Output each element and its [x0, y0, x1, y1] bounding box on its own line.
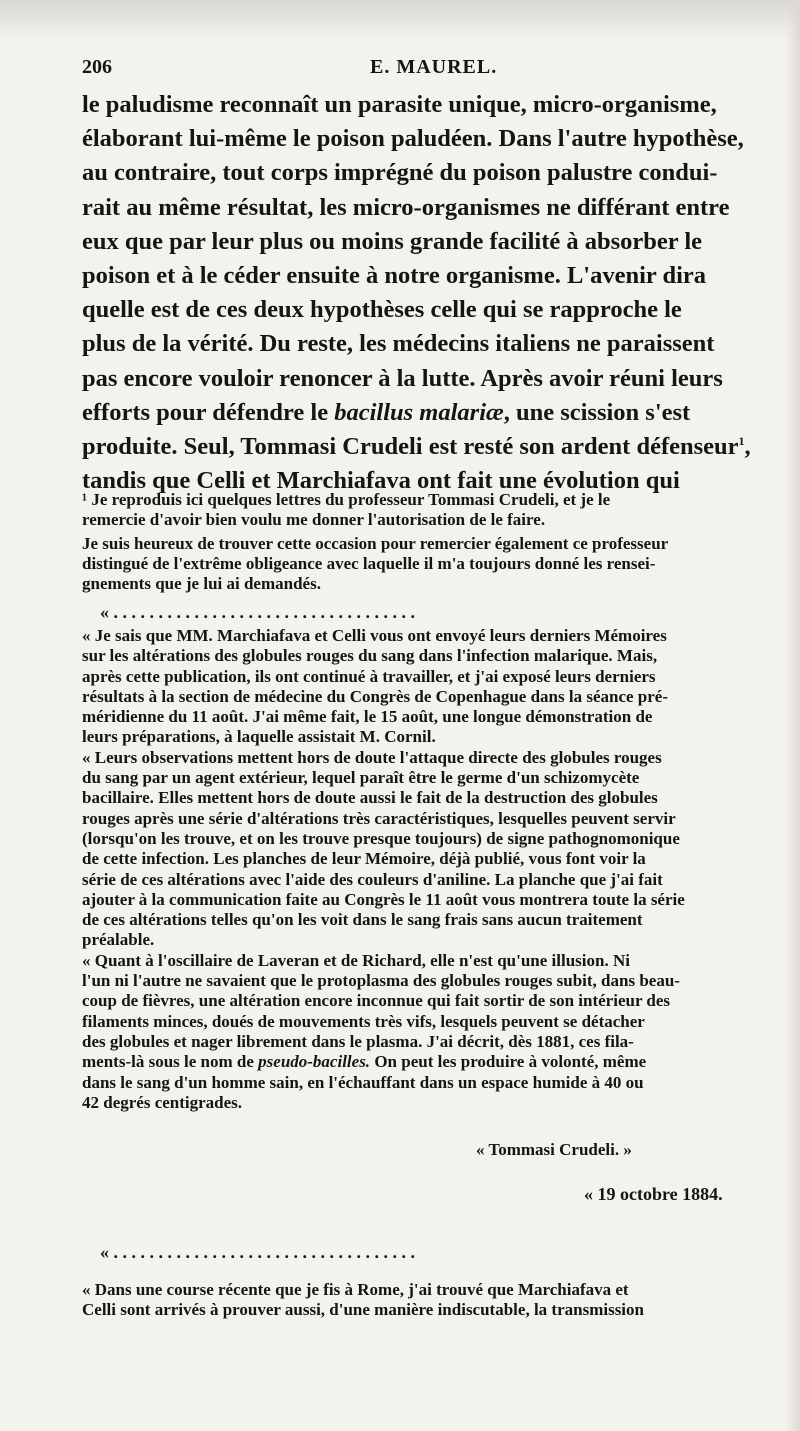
- letter-continuation: [82, 1280, 772, 1321]
- footnote-line: (lorsqu'on les trouve, et on les trouve presque toujours) de signe pathognomonique: [82, 828, 680, 848]
- footnote-line: « Quant à l'oscillaire de Laveran et de Richard, elle n'est qu'une illusion. Ni: [82, 950, 630, 970]
- footnote-line: rouges après une série d'altérations très caractéristiques, lesquelles peuvent servir: [82, 808, 676, 828]
- text-line: eux que par leur plus ou moins grande facilité à absorber le: [82, 227, 703, 255]
- text-segment: On peut les produire à volonté, même: [370, 1052, 647, 1072]
- text-line: élaborant lui-même le poison paludéen. Dans l'autre hypothèse,: [82, 125, 744, 153]
- footnote-intro: [82, 490, 772, 594]
- text-line: au contraire, tout corps imprégné du poison palustre condui-: [82, 159, 718, 187]
- text-line: quelle est de ces deux hypothèses celle qui se rapproche le: [82, 296, 682, 324]
- running-head: E. MAUREL.: [370, 56, 498, 78]
- footnote-line: dans le sang d'un homme sain, en l'échauffant dans un espace humide à 40 ou: [82, 1072, 644, 1092]
- text-segment: , une scission s'est: [503, 398, 691, 426]
- footnote-line: « Leurs observations mettent hors de doute l'attaque directe des globules rouges: [82, 747, 662, 767]
- footnote-line: Je suis heureux de trouver cette occasion pour remercier également ce professeur: [82, 533, 669, 553]
- footnote-line: filaments minces, doués de mouvements très vifs, lesquels peuvent se détacher: [82, 1011, 645, 1031]
- footnote-line: 42 degrés centigrades.: [82, 1092, 243, 1112]
- footnote-line: l'un ni l'autre ne savaient que le protoplasma des globules rouges subit, dans beau-: [82, 971, 680, 991]
- scan-shadow: [0, 0, 800, 40]
- letter-signature: « Tommasi Crudeli. »: [476, 1140, 632, 1159]
- footnote-line: de cette infection. Les planches de leur Mémoire, déjà publié, vous font voir la: [82, 849, 646, 869]
- text-segment: efforts pour défendre le: [82, 398, 335, 426]
- text-line: plus de la vérité. Du reste, les médecins italiens ne paraissent: [82, 330, 715, 358]
- footnote-line: de ces altérations telles qu'on les voit dans le sang frais sans aucun traitement: [82, 910, 643, 930]
- footnote-line: « Dans une course récente que je fis à Rome, j'ai trouvé que Marchiafava et: [82, 1280, 629, 1299]
- ellipsis-row: « . . . . . . . . . . . . . . . . . . . . . . . . . . . . . . . . . .: [100, 602, 415, 622]
- text-line: rait au même résultat, les micro-organismes ne différant entre: [82, 193, 730, 221]
- text-line: pas encore vouloir renoncer à la lutte. Après avoir réuni leurs: [82, 364, 723, 392]
- footnote-line: série de ces altérations avec l'aide des couleurs d'aniline. La planche que j'ai fait: [82, 869, 663, 889]
- text-line: tandis que Celli et Marchiafava ont fait une évolution qui: [82, 467, 680, 495]
- footnote-line: remercie d'avoir bien voulu me donner l'autorisation de le faire.: [82, 510, 546, 530]
- footnote-line: [82, 1052, 772, 1072]
- italic-term: bacillus malariæ: [334, 398, 504, 426]
- page-header: [82, 56, 762, 86]
- footnote-line: coup de fièvres, une altération encore inconnue qui fait sortir de son intérieur des: [82, 991, 671, 1011]
- text-segment: ments-là sous le nom de: [82, 1052, 259, 1072]
- letter-date: « 19 octobre 1884.: [584, 1184, 723, 1204]
- page-number: 206: [82, 56, 112, 78]
- footnote-line: du sang par un agent extérieur, lequel paraît être le germe d'un schizomycète: [82, 768, 640, 788]
- italic-term: pseudo-bacilles.: [258, 1052, 371, 1072]
- footnote-marker: 1: [738, 433, 745, 448]
- footnote-line: ¹ Je reproduis ici quelques lettres du professeur Tommasi Crudeli, et je le: [82, 490, 611, 509]
- footnote-line: préalable.: [82, 930, 155, 950]
- footnote-line: leurs préparations, à laquelle assistait M. Cornil.: [82, 727, 436, 747]
- footnote-line: des globules et nager librement dans le plasma. J'ai décrit, dès 1881, ces fila-: [82, 1031, 634, 1051]
- text-segment: produite. Seul, Tommasi Crudeli est resté son ardent défenseur: [82, 433, 739, 461]
- footnote-line: Celli sont arrivés à prouver aussi, d'une manière indiscutable, la transmission: [82, 1300, 644, 1320]
- text-line: poison et à le céder ensuite à notre organisme. L'avenir dira: [82, 262, 707, 290]
- scan-edge: [786, 0, 800, 1431]
- footnote-line: résultats à la section de médecine du Congrès de Copenhague dans la séance pré-: [82, 686, 669, 706]
- footnote-line: méridienne du 11 août. J'ai même fait, le 15 août, une longue démonstration de: [82, 707, 653, 727]
- footnote-line: bacillaire. Elles mettent hors de doute aussi le fait de la destruction des globules: [82, 788, 658, 808]
- footnote-line: ajouter à la communication faite au Congrès le 11 août vous montrera toute la série: [82, 889, 685, 909]
- footnote-line: « Je sais que MM. Marchiafava et Celli vous ont envoyé leurs derniers Mémoires: [82, 626, 667, 645]
- text-line: le paludisme reconnaît un parasite unique, micro-organisme,: [82, 91, 717, 118]
- ellipsis-row: « . . . . . . . . . . . . . . . . . . . . . . . . . . . . . . . . . .: [100, 1242, 415, 1262]
- footnote-line: distingué de l'extrême obligeance avec laquelle il m'a toujours donné les rensei-: [82, 553, 656, 573]
- footnote-line: gnements que je lui ai demandés.: [82, 574, 321, 594]
- text-segment: ,: [744, 433, 751, 461]
- footnote-line: sur les altérations des globules rouges du sang dans l'infection malarique. Mais,: [82, 646, 658, 666]
- letter-1884: [82, 626, 772, 1113]
- footnote-line: après cette publication, ils ont continué à travailler, et j'ai exposé leurs derniers: [82, 666, 656, 686]
- main-text: [82, 88, 766, 498]
- text-line: [82, 430, 766, 464]
- text-line: [82, 396, 766, 430]
